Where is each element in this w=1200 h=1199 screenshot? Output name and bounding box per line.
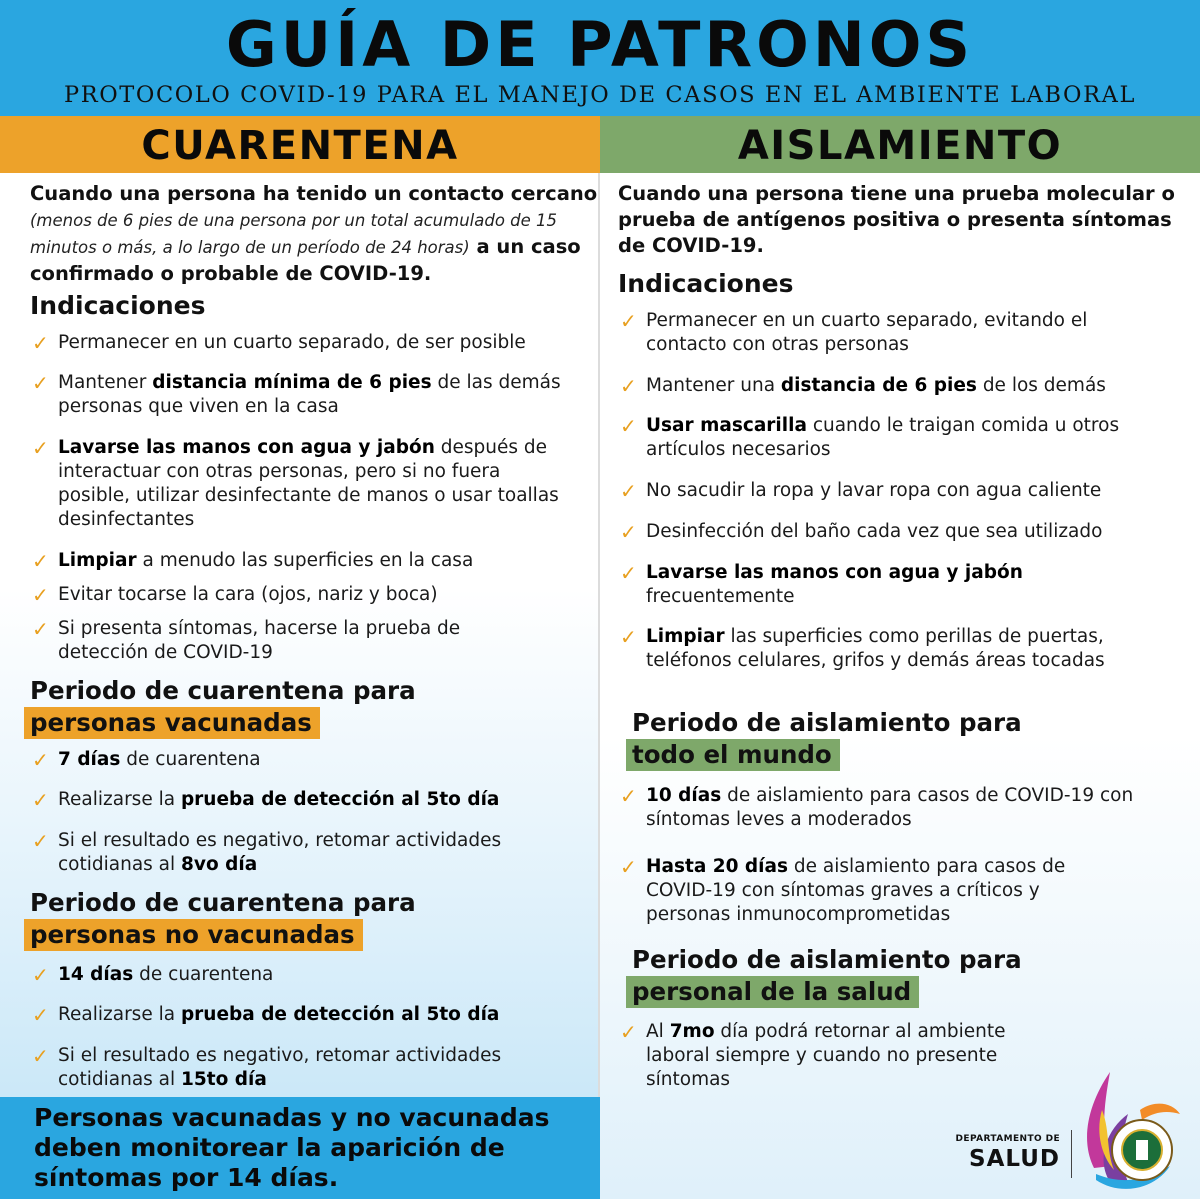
list-item: ✓ No sacudir la ropa y lavar ropa con agua caliente <box>620 479 1102 503</box>
check-icon: ✓ <box>620 1020 637 1044</box>
check-icon: ✓ <box>620 561 637 585</box>
list-item: ✓ Evitar tocarse la cara (ojos, nariz y boca) <box>32 583 438 607</box>
cuarentena-heading: CUARENTENA <box>0 116 600 173</box>
logo-department-text: DEPARTAMENTO DE <box>955 1134 1060 1144</box>
list-item: ✓ Mantener distancia mínima de 6 pies de las demás personas que viven en la casa <box>32 371 561 417</box>
logo-divider <box>1071 1130 1072 1178</box>
personal-salud-period-title <box>626 944 1030 1008</box>
list-item: ✓ 7 días de cuarentena <box>32 748 261 772</box>
check-icon: ✓ <box>32 436 49 460</box>
check-icon: ✓ <box>620 479 637 503</box>
header-banner <box>0 0 1200 116</box>
puerto-rico-seal-icon <box>1080 1070 1185 1195</box>
list-item: ✓ Si el resultado es negativo, retomar actividades cotidianas al 8vo día <box>32 829 502 875</box>
list-item: ✓ Realizarse la prueba de detección al 5to día <box>32 788 500 812</box>
vacunadas-title-line-2: personas vacunadas <box>24 707 320 739</box>
check-icon: ✓ <box>620 625 637 649</box>
check-icon: ✓ <box>32 963 49 987</box>
check-icon: ✓ <box>32 748 49 772</box>
list-item: ✓ Hasta 20 días de aislamiento para casos de COVID-19 con síntomas graves a críticos y personas inmunocomprometidas <box>620 855 1066 925</box>
check-icon: ✓ <box>32 829 49 853</box>
logo-salud-text: SALUD <box>969 1146 1060 1172</box>
check-icon: ✓ <box>32 331 49 355</box>
list-item: ✓ Permanecer en un cuarto separado, evitando el contacto con otras personas <box>620 309 1088 355</box>
todo-title-line-1: Periodo de aislamiento para <box>632 708 1022 737</box>
check-icon: ✓ <box>32 583 49 607</box>
page-subtitle: PROTOCOLO COVID-19 PARA EL MANEJO DE CASOS EN EL AMBIENTE LABORAL <box>63 82 1137 108</box>
check-icon: ✓ <box>620 784 637 808</box>
list-item: ✓ Usar mascarilla cuando le traigan comida u otros artículos necesarios <box>620 414 1120 460</box>
aislamiento-intro: Cuando una persona tiene una prueba molecular o prueba de antígenos positiva o presenta síntomas de COVID-19. <box>618 182 1175 257</box>
list-item: ✓ Lavarse las manos con agua y jabón frecuentemente <box>620 561 1023 607</box>
salud-title-line-2: personal de la salud <box>626 976 919 1008</box>
list-item: ✓ 10 días de aislamiento para casos de COVID-19 con síntomas leves a moderados <box>620 784 1134 830</box>
departamento-salud-logo <box>935 1070 1185 1195</box>
salud-title-line-1: Periodo de aislamiento para <box>632 945 1022 974</box>
vacunadas-title-line-1: Periodo de cuarentena para <box>30 676 416 705</box>
intro-part-c: a un caso confirmado o probable de COVID-19. <box>30 235 581 285</box>
no-vacunadas-title-line-1: Periodo de cuarentena para <box>30 888 416 917</box>
list-item: ✓ Al 7mo día podrá retornar al ambiente laboral siempre y cuando no presente síntomas <box>620 1020 1006 1090</box>
no-vacunadas-period-title <box>24 887 424 951</box>
list-item: ✓ Permanecer en un cuarto separado, de ser posible <box>32 331 526 355</box>
list-item: ✓ Si presenta síntomas, hacerse la prueba de detección de COVID-19 <box>32 617 461 663</box>
cuarentena-intro <box>30 181 600 287</box>
todo-title-line-2: todo el mundo <box>626 739 840 771</box>
indicaciones-heading: Indicaciones <box>618 269 794 298</box>
check-icon: ✓ <box>620 414 637 438</box>
check-icon: ✓ <box>32 1044 49 1068</box>
check-icon: ✓ <box>620 309 637 333</box>
check-icon: ✓ <box>32 1003 49 1027</box>
check-icon: ✓ <box>32 788 49 812</box>
todo-el-mundo-period-title <box>626 707 1030 771</box>
list-item: ✓ Limpiar las superficies como perillas de puertas, teléfonos celulares, grifos y demás áreas tocadas <box>620 625 1105 671</box>
page-title: GUÍA DE PATRONOS <box>225 8 975 81</box>
check-icon: ✓ <box>620 374 637 398</box>
list-item: ✓ Desinfección del baño cada vez que sea utilizado <box>620 520 1103 544</box>
aislamiento-column <box>600 173 1200 1199</box>
check-icon: ✓ <box>32 549 49 573</box>
aislamiento-heading: AISLAMIENTO <box>600 116 1200 173</box>
check-icon: ✓ <box>32 371 49 395</box>
list-item: ✓ 14 días de cuarentena <box>32 963 274 987</box>
intro-part-a: Cuando una persona ha tenido un contacto cercano <box>30 182 598 205</box>
monitor-footer: Personas vacunadas y no vacunadas deben monitorear la aparición de síntomas por 14 días. <box>0 1097 600 1199</box>
list-item: ✓ Limpiar a menudo las superficies en la casa <box>32 549 474 573</box>
list-item: ✓ Mantener una distancia de 6 pies de los demás <box>620 374 1106 398</box>
list-item: ✓ Realizarse la prueba de detección al 5to día <box>32 1003 500 1027</box>
check-icon: ✓ <box>32 617 49 641</box>
list-item: ✓ Si el resultado es negativo, retomar actividades cotidianas al 15to día <box>32 1044 502 1090</box>
vacunadas-period-title <box>24 675 424 739</box>
intro-part-b: (menos de 6 pies de una persona por un total acumulado de 15 minutos o más, a lo largo de un período de 24 horas) <box>30 211 558 257</box>
no-vacunadas-title-line-2: personas no vacunadas <box>24 919 363 951</box>
check-icon: ✓ <box>620 520 637 544</box>
cuarentena-column <box>0 173 600 1097</box>
check-icon: ✓ <box>620 855 637 879</box>
list-item: ✓ Lavarse las manos con agua y jabón después de interactuar con otras personas, pero si no fuera posible, utilizar desinfectante de manos o usar toallas desinfectantes <box>32 436 559 530</box>
indicaciones-heading: Indicaciones <box>30 291 206 320</box>
